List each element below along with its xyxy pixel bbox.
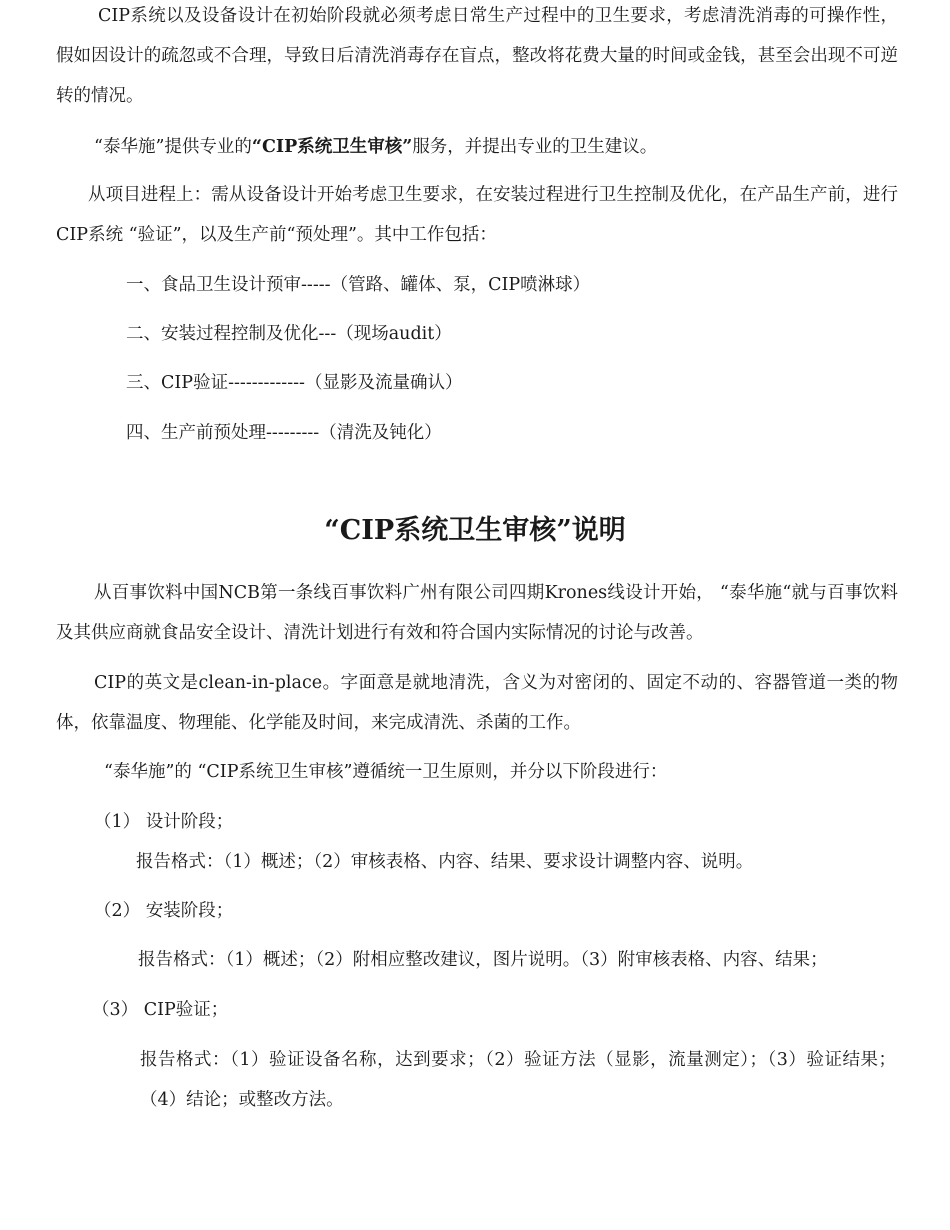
work-item-3: 三、CIP验证-------------（显影及流量确认） xyxy=(126,373,463,393)
service-name: “CIP系统卫生审核” xyxy=(251,137,413,157)
intro-paragraph-2 xyxy=(94,135,657,159)
intro-paragraph-2-post: 服务，并提出专业的卫生建议。 xyxy=(412,137,658,157)
work-item-1: 一、食品卫生设计预审-----（管路、罐体、泵，CIP喷淋球） xyxy=(126,275,591,295)
section-paragraph-1: 从百事饮料中国NCB第一条线百事饮料广州有限公司四期Krones线设计开始， “泰华施“就与百事饮料及其供应商就食品安全设计、清洗计划进行有效和符合国内实际情况的讨论与改善。 xyxy=(56,583,898,643)
section-paragraph-3: “泰华施”的 “CIP系统卫生审核”遵循统一卫生原则，并分以下阶段进行： xyxy=(104,762,668,782)
work-item-2: 二、安装过程控制及优化---（现场audit） xyxy=(126,324,452,344)
stage-1-report: 报告格式：（1）概述；（2）审核表格、内容、结果、要求设计调整内容、说明。 xyxy=(136,852,754,872)
stage-2-heading: （2） 安装阶段； xyxy=(94,901,234,921)
intro-paragraph-3: 从项目进程上：需从设备设计开始考虑卫生要求，在安装过程进行卫生控制及优化，在产品生产前，进行CIP系统 “验证”，以及生产前“预处理”。其中工作包括： xyxy=(56,185,898,245)
section-title: “CIP系统卫生审核”说明 xyxy=(324,515,626,546)
work-item-4: 四、生产前预处理---------（清洗及钝化） xyxy=(126,423,442,443)
stage-2-report: 报告格式：（1）概述；（2）附相应整改建议，图片说明。（3）附审核表格、内容、结果； xyxy=(138,950,828,970)
stage-1-heading: （1） 设计阶段； xyxy=(94,812,234,832)
stage-3-heading: （3） CIP验证； xyxy=(92,1000,229,1020)
intro-paragraph-2-pre: “泰华施”提供专业的 xyxy=(94,137,252,157)
section-paragraph-2: CIP的英文是clean-in-place。字面意是就地清洗，含义为对密闭的、固定不动的、容器管道一类的物体，依靠温度、物理能、化学能及时间，来完成清洗、杀菌的工作。 xyxy=(56,673,898,733)
intro-paragraph-1: CIP系统以及设备设计在初始阶段就必须考虑日常生产过程中的卫生要求，考虑清洗消毒的可操作性，假如因设计的疏忽或不合理，导致日后清洗消毒存在盲点，整改将花费大量的时间或金钱，甚至会出现不可逆转的情况。 xyxy=(56,6,898,106)
stage-3-report: 报告格式：（1）验证设备名称，达到要求；（2）验证方法（显影，流量测定）；（3）验证结果；（4）结论；或整改方法。 xyxy=(140,1050,896,1110)
